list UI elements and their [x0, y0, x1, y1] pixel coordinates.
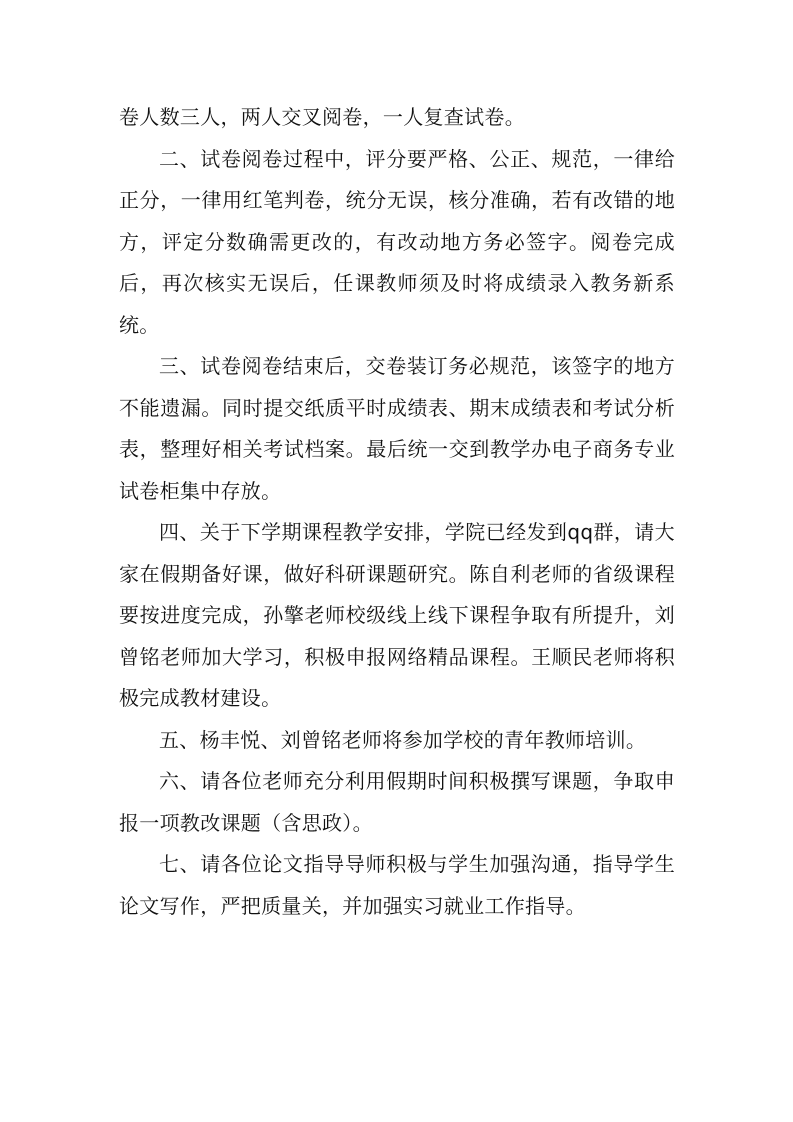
- paragraph-item-7: 七、请各位论文指导导师积极与学生加强沟通，指导学生论文写作，严把质量关，并加强实习就业工作指导。: [119, 852, 675, 918]
- paragraph-item-3: 三、试卷阅卷结束后，交卷装订务必规范，该签字的地方不能遗漏。同时提交纸质平时成绩表、期末成绩表和考试分析表，整理好相关考试档案。最后统一交到教学办电子商务专业试卷柜集中存放。: [119, 354, 675, 503]
- paragraph-continuation: 卷人数三人，两人交叉阅卷，一人复查试卷。: [119, 105, 525, 129]
- paragraph-item-4: 四、关于下学期课程教学安排，学院已经发到qq群，请大家在假期备好课，做好科研课题研究。陈自利老师的省级课程要按进度完成，孙擎老师校级线上线下课程争取有所提升，刘曾铭老师加大学习，积极申报网络精品课程。王顺民老师将积极完成教材建设。: [119, 520, 675, 710]
- paragraph-item-2: 二、试卷阅卷过程中，评分要严格、公正、规范，一律给正分，一律用红笔判卷，统分无误，核分准确，若有改错的地方，评定分数确需更改的，有改动地方务必签字。阅卷完成后，再次核实无误后，任课教师须及时将成绩录入教务新系统。: [119, 146, 675, 337]
- paragraph-item-5: 五、杨丰悦、刘曾铭老师将参加学校的青年教师培训。: [159, 727, 647, 752]
- paragraph-item-6: 六、请各位老师充分利用假期时间积极撰写课题，争取申报一项教改课题（含思政）。: [119, 769, 675, 835]
- document-body: [119, 97, 675, 927]
